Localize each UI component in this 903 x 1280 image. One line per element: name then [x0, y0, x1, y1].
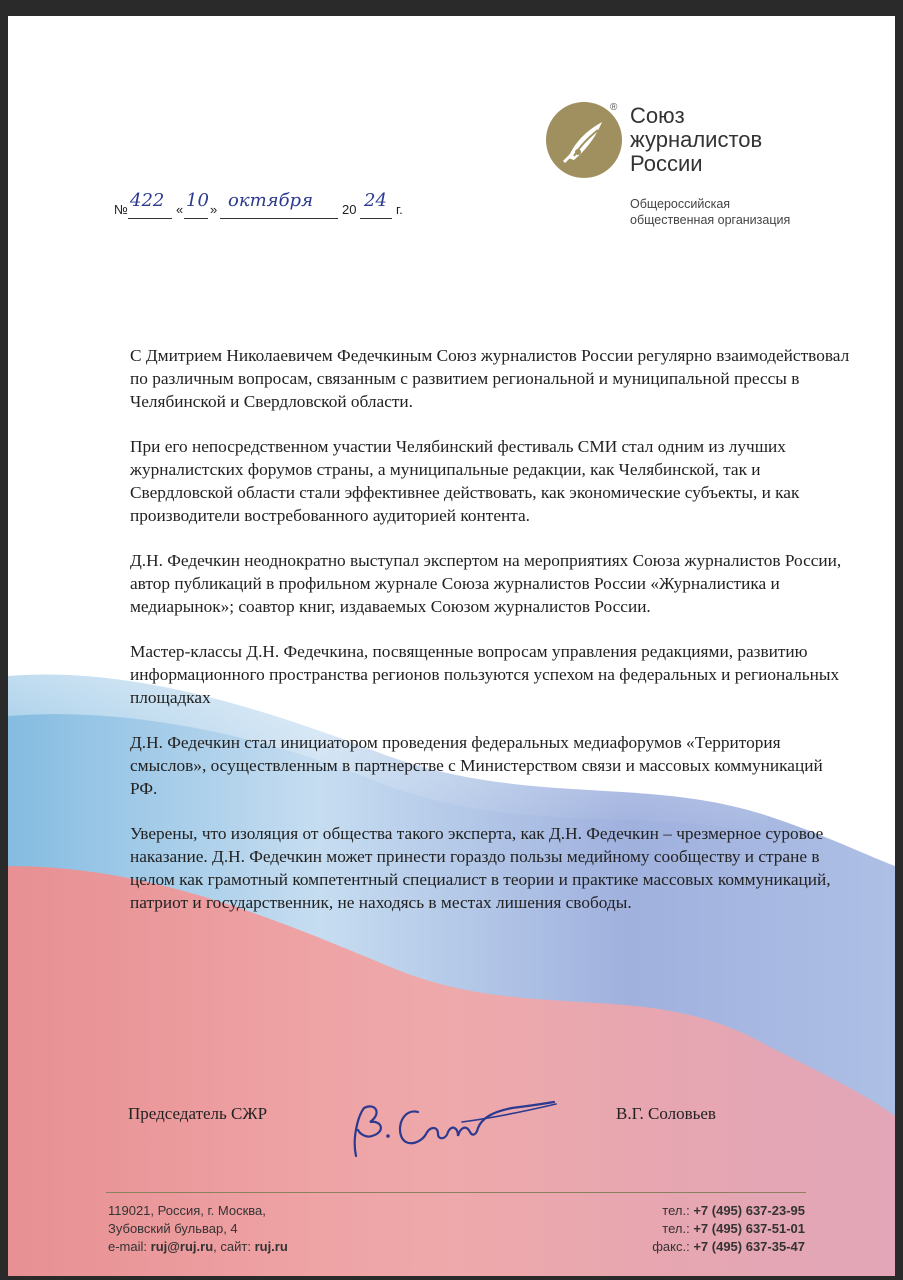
org-name-line1: Союз: [630, 103, 685, 128]
org-logo: [544, 100, 834, 240]
org-name: [630, 104, 762, 176]
org-name-line3: России: [630, 151, 703, 176]
paragraph-6: Уверены, что изоляция от общества такого эксперта, как Д.Н. Федечкин – чрезмерное суровое наказание. Д.Н. Федечкин может принести гораздо пользы медийному сообществу и стране в целом как грамотный компетентный специалист в теории и практике массовых коммуникаций, патриот и государственник, не находясь в местах лишения свободы.: [130, 824, 831, 912]
doc-day-underline: [184, 218, 208, 219]
doc-year-label: г.: [396, 202, 403, 217]
contact-web-line: [108, 1238, 288, 1256]
signatory-name: В.Г. Соловьев: [616, 1104, 716, 1123]
doc-date-day: 10: [186, 190, 209, 211]
site-link[interactable]: ruj.ru: [254, 1239, 288, 1254]
phone-2: +7 (495) 637-51-01: [693, 1221, 805, 1236]
doc-number-prefix: №: [114, 202, 128, 217]
doc-date-quote-close: »: [210, 202, 218, 217]
phone-1: +7 (495) 637-23-95: [693, 1203, 805, 1218]
org-subtitle-line2: общественная организация: [630, 213, 791, 227]
signatory-title: Председатель СЖР: [128, 1104, 268, 1123]
footer-address: [108, 1202, 288, 1256]
document-number-line: [114, 188, 424, 228]
org-subtitle: [630, 196, 790, 228]
paragraph-3: Д.Н. Федечкин неоднократно выступал экспертом на мероприятиях Союза журналистов России, автор публикаций в профильном журнале Союза журналистов России «Журналистика и медиарынок»; соавтор книг, издаваемых Союзом журналистов России.: [130, 551, 842, 616]
fax-line: [652, 1238, 805, 1256]
doc-date-month: октября: [228, 190, 313, 211]
paragraph-4: Мастер-классы Д.Н. Федечкина, посвященные вопросам управления редакциями, развитию информационного пространства регионов пользуются успехом на федеральных и региональных площадках: [130, 642, 840, 707]
letter-sheet: [8, 16, 895, 1276]
tel-label-2: тел.:: [662, 1221, 690, 1236]
org-subtitle-line1: Общероссийская: [630, 197, 731, 211]
address-line2: Зубовский бульвар, 4: [108, 1221, 238, 1236]
phone-line-1: [652, 1202, 805, 1220]
footer-divider: [106, 1192, 806, 1193]
email-link[interactable]: ruj@ruj.ru: [150, 1239, 214, 1254]
paragraph-1: С Дмитрием Николаевичем Федечкиным Союз журналистов России регулярно взаимодействовал по различным вопросам, связанным с развитием региональной и муниципальной прессы в Челябинской и Свердловской области.: [130, 346, 850, 411]
doc-month-underline: [220, 218, 338, 219]
doc-number-value: 422: [130, 190, 165, 211]
site-label: , сайт:: [213, 1239, 251, 1254]
email-label: e-mail:: [108, 1239, 148, 1254]
footer-phones: [652, 1202, 805, 1256]
doc-year-prefix: 20: [342, 202, 357, 217]
letter-body: [130, 344, 850, 936]
handwritten-signature: [342, 1078, 562, 1168]
fax-label: факс.:: [652, 1239, 690, 1254]
doc-year-suffix: 24: [364, 190, 387, 211]
doc-date-quote-open: «: [176, 202, 184, 217]
doc-year-underline: [360, 218, 392, 219]
org-name-line2: журналистов: [630, 127, 763, 152]
registered-mark: ®: [610, 102, 618, 113]
fax-number: +7 (495) 637-35-47: [693, 1239, 805, 1254]
phone-line-2: [652, 1220, 805, 1238]
paragraph-2: При его непосредственном участии Челябинский фестиваль СМИ стал одним из лучших журналистских форумов страны, а муниципальные редакции, как Челябинской, так и Свердловской области стали эффективнее действовать, как экономические субъекты, и как производители востребованного аудиторией контента.: [130, 437, 800, 525]
tel-label-1: тел.:: [662, 1203, 690, 1218]
doc-number-underline: [128, 218, 172, 219]
address-line1: 119021, Россия, г. Москва,: [108, 1203, 266, 1218]
paragraph-5: Д.Н. Федечкин стал инициатором проведения федеральных медиафорумов «Территория смыслов», осуществленным в партнерстве с Министерством связи и массовых коммуникаций РФ.: [130, 733, 823, 798]
